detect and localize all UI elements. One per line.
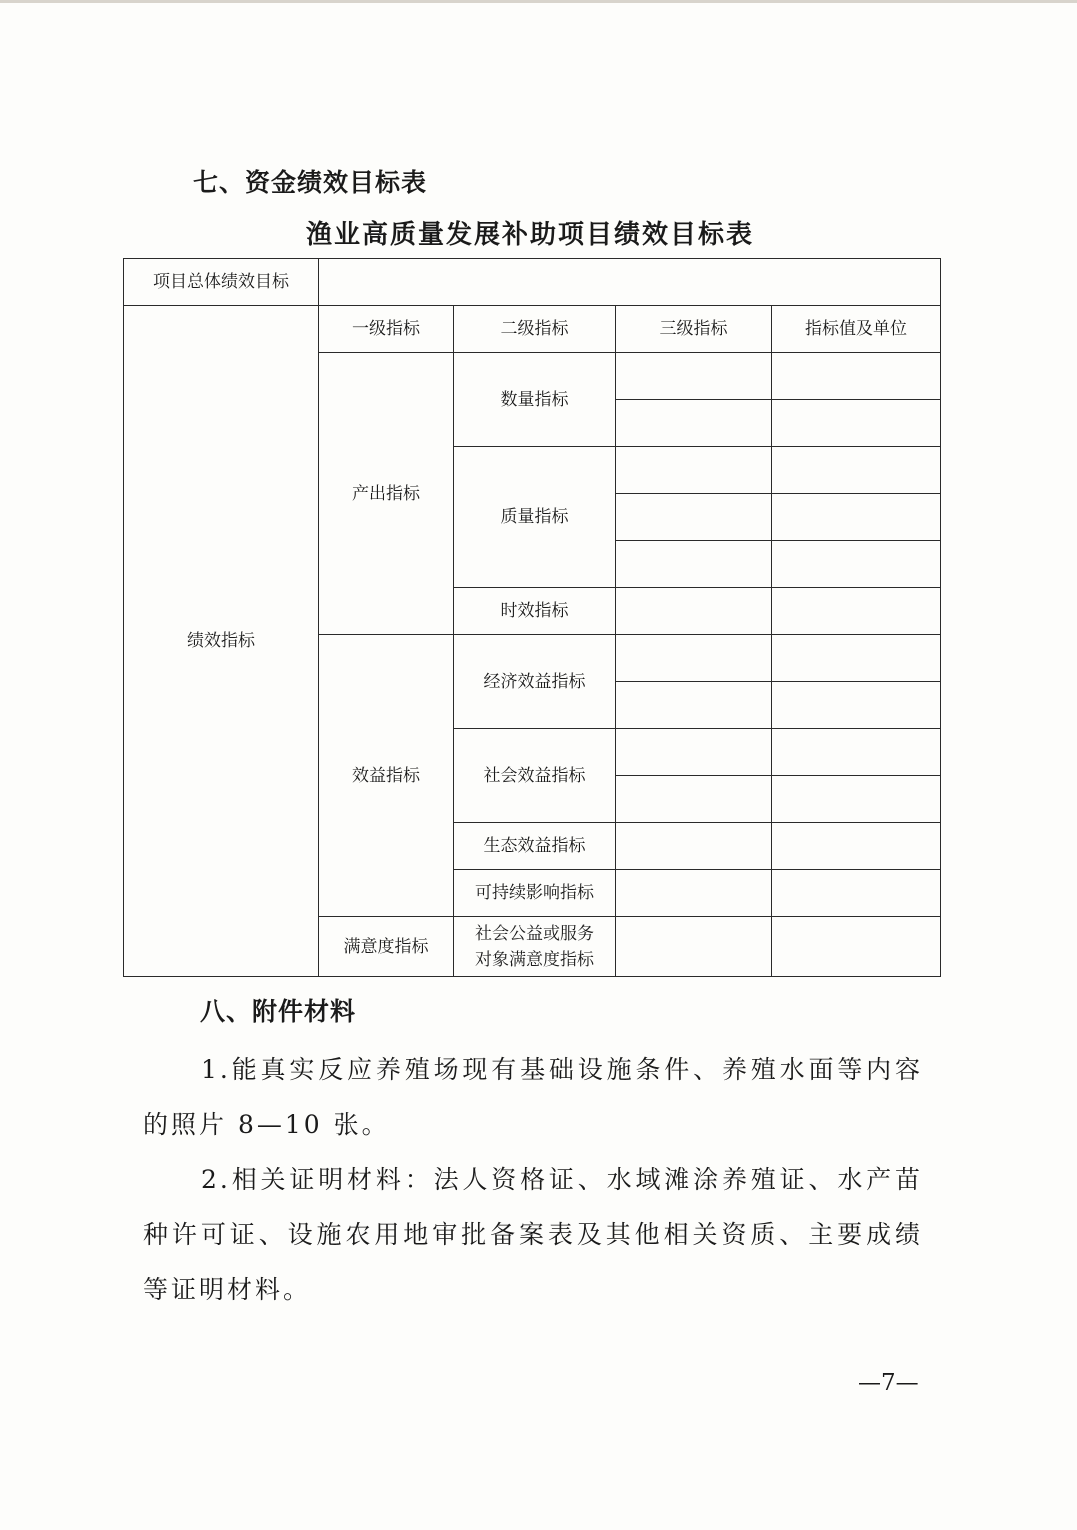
perf-indicator-label: 绩效指标 xyxy=(124,306,319,977)
empty-cell xyxy=(772,729,941,776)
empty-cell xyxy=(616,447,772,494)
empty-cell xyxy=(772,400,941,447)
header-level-3: 三级指标 xyxy=(616,306,772,353)
performance-target-table xyxy=(123,258,941,977)
quality-indicator: 质量指标 xyxy=(454,447,616,588)
empty-cell xyxy=(616,353,772,400)
satisfaction-level-2-line-1: 社会公益或服务 xyxy=(475,923,594,944)
sustainable-impact-indicator: 可持续影响指标 xyxy=(454,870,616,917)
top-edge-rule xyxy=(0,0,1077,3)
overall-goal-value xyxy=(319,259,941,306)
header-value-unit: 指标值及单位 xyxy=(772,306,941,353)
empty-cell xyxy=(616,776,772,823)
empty-cell xyxy=(772,494,941,541)
economic-benefit-indicator: 经济效益指标 xyxy=(454,635,616,729)
table-row-overall-goal xyxy=(124,259,941,306)
social-benefit-indicator: 社会效益指标 xyxy=(454,729,616,823)
empty-cell xyxy=(772,447,941,494)
empty-cell xyxy=(772,353,941,400)
quantity-indicator: 数量指标 xyxy=(454,353,616,447)
empty-cell xyxy=(616,917,772,977)
ecological-benefit-indicator: 生态效益指标 xyxy=(454,823,616,870)
empty-cell xyxy=(772,776,941,823)
section-7-heading: 七、资金绩效目标表 xyxy=(193,168,428,197)
empty-cell xyxy=(616,588,772,635)
empty-cell xyxy=(772,870,941,917)
attachment-item-1: 1.能真实反应养殖场现有基础设施条件、养殖水面等内容的照片 8—10 张。 xyxy=(143,1055,923,1139)
empty-cell xyxy=(616,729,772,776)
empty-cell xyxy=(772,682,941,729)
empty-cell xyxy=(772,588,941,635)
empty-cell xyxy=(616,682,772,729)
benefit-indicator: 效益指标 xyxy=(319,635,454,917)
satisfaction-level-2-line-2: 对象满意度指标 xyxy=(475,949,594,970)
page-number: —7— xyxy=(858,1370,919,1396)
header-level-1: 一级指标 xyxy=(319,306,454,353)
empty-cell xyxy=(772,823,941,870)
empty-cell xyxy=(616,494,772,541)
section-8-heading: 八、附件材料 xyxy=(200,997,357,1026)
overall-goal-label: 项目总体绩效目标 xyxy=(124,259,319,306)
satisfaction-level-2 xyxy=(454,917,616,977)
attachment-item-2: 2.相关证明材料：法人资格证、水域滩涂养殖证、水产苗种许可证、设施农用地审批备案表及其他相关资质、主要成绩等证明材料。 xyxy=(143,1165,923,1304)
header-level-2: 二级指标 xyxy=(454,306,616,353)
empty-cell xyxy=(616,635,772,682)
table-title: 渔业高质量发展补助项目绩效目标表 xyxy=(305,220,754,250)
empty-cell xyxy=(772,541,941,588)
empty-cell xyxy=(616,541,772,588)
timeliness-indicator: 时效指标 xyxy=(454,588,616,635)
empty-cell xyxy=(772,917,941,977)
empty-cell xyxy=(616,400,772,447)
table-header-row xyxy=(124,306,941,353)
empty-cell xyxy=(616,823,772,870)
output-indicator: 产出指标 xyxy=(319,353,454,635)
satisfaction-indicator: 满意度指标 xyxy=(319,917,454,977)
empty-cell xyxy=(616,870,772,917)
empty-cell xyxy=(772,635,941,682)
